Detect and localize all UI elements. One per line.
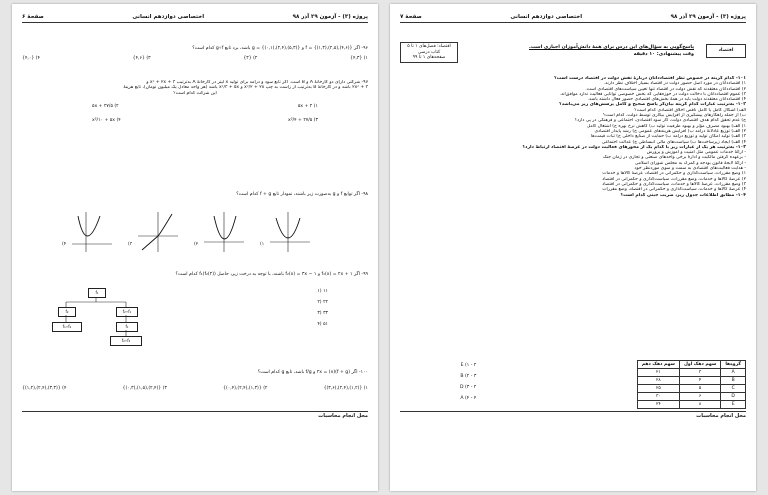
- exam-page-left: [12, 4, 378, 491]
- page-footer: محل انجام محاسبات: [22, 411, 368, 419]
- question-line: - ارائهٔ خدمات عمومی مثل امنیت و آموزش و پرورش: [646, 150, 746, 156]
- question-98: [22, 192, 368, 198]
- option-2[interactable]: ۲۲ (۲: [317, 300, 328, 305]
- graph-label: (۳: [128, 242, 133, 247]
- table-body: [637, 369, 745, 409]
- question-96: [22, 46, 368, 62]
- column-header: گروه‌ها: [721, 361, 746, 369]
- table-cell: C: [721, 385, 746, 393]
- tree-node: f₁∘f₂: [52, 322, 82, 332]
- gini-table-wrap: [637, 360, 746, 409]
- graph-option-4[interactable]: [62, 212, 112, 252]
- question-text: ۹۹- اگر f₁(x) = ۲x + ۱ و f₂(x) = ۳x − ۱ باشند، با توجه به درخت زیر، حاصل f₁(f₂(۲)) کدام است؟: [175, 272, 368, 277]
- economics-questions: [400, 76, 746, 198]
- header-page-number: صفحهٔ ۷: [400, 14, 422, 20]
- option-3[interactable]: ۲ - D (۳: [460, 385, 477, 390]
- graph-label: (۲: [194, 242, 199, 247]
- option-1[interactable]: ۱۱ (۱: [317, 289, 328, 294]
- parabola-graph-icon: [72, 212, 112, 252]
- section-label: اقتصاد: [706, 44, 746, 58]
- question-line: ۱۰۴- مطابق اطلاعات جدول زیر، ضریب جینی کدام است؟: [620, 192, 746, 198]
- question-line[interactable]: ۱) الف) بهبود مصرف مؤثر و بهبود ظرفیت تولید ب) کاهش نرخ بهره ج) اشتغال کامل: [586, 123, 746, 129]
- table-cell: D: [721, 393, 746, 401]
- graph-option-2[interactable]: [194, 212, 244, 252]
- column-header: سهم دهک دهم: [637, 361, 679, 369]
- parabola-graph-icon: [204, 212, 244, 252]
- answer-options: [92, 118, 318, 124]
- question-line[interactable]: ۴) عرضهٔ کالاها و خدمات، سیاست‌گذاری و حکمرانی در اقتصاد، وضع مقررات: [602, 187, 746, 193]
- table-row: [637, 369, 745, 377]
- header-title: پروژه (۳) - آزمون ۲۹ آذر ۹۸: [292, 14, 368, 20]
- option-3[interactable]: ۳۳ (۳: [317, 311, 328, 316]
- option-4[interactable]: x²/۱۰ + ۵x (۴: [92, 117, 121, 123]
- question-line[interactable]: ۳) وضع مقررات، عرضهٔ کالاها و خدمات، سیاست‌گذاری و حکمرانی در اقتصاد: [602, 181, 746, 187]
- tree-node: f₂∘f₂: [110, 336, 142, 346]
- question-line[interactable]: ۳) الف) تولید امکان تولید و توزیع درآمد ب) حمایت از صنایع داخلی ج) ثبات قیمت‌ها: [590, 134, 746, 140]
- answer-options: [460, 360, 476, 404]
- graph-options: [62, 212, 310, 252]
- header-subject: اختصاصی دوازدهم انسانی: [510, 14, 583, 20]
- graph-label: (۱: [260, 242, 265, 247]
- question-line[interactable]: ۳) عموم اقتصاددانان با دخالت دولت در حوزه‌هایی که بخش خصوصی توانایی فعالیت ندارد موافق‌اند.: [559, 91, 746, 97]
- graph-option-1[interactable]: [260, 212, 310, 252]
- question-line: ج) عدم تحقق کدام هدف اقتصادی دولت، کار سود اقتصادی، اجتماعی و فرهنگی در پی دارد؟: [574, 118, 746, 124]
- question-line[interactable]: ۲) الف) توزیع عادلانهٔ درآمد ب) افزایش هزینه‌های عمومی ج) رشد پایدار اقتصادی: [594, 128, 746, 134]
- tree-node: f₁: [88, 288, 106, 298]
- question-line[interactable]: ۱) اقتصاددانان در مورد اصل حضور دولت در اقتصاد بسیار اختلاف نظر دارند.: [603, 81, 746, 87]
- table-row: [637, 377, 745, 385]
- exam-page-right: [390, 4, 756, 491]
- option-3[interactable]: x²/۴ + ۲۷/۵ (۳: [287, 117, 318, 123]
- table-cell: ۵: [679, 385, 720, 393]
- question-line[interactable]: ۱) وضع مقررات، سیاست‌گذاری و حکمرانی در اقتصاد، عرضهٔ کالاها و خدمات: [602, 171, 746, 177]
- question-line: این شرکت کدام است؟: [173, 90, 217, 96]
- function-tree-diagram: [52, 288, 142, 358]
- instruction-text: پاسخ‌گویی به سؤال‌های این درس برای همهٔ دانش‌آموزان اجباری است.: [529, 45, 694, 50]
- cubic-graph-icon: [138, 212, 178, 252]
- syllabus-line: کتاب درسی: [417, 49, 441, 55]
- question-97: [22, 80, 368, 124]
- table-row: [637, 401, 745, 409]
- tree-node: f₂∘f₁: [116, 307, 138, 317]
- question-line: ۱۰۲- به‌ترتیب عبارات کدام گزینه بیان‌گر پاسخ صحیح و کامل پرسش‌های زیر می‌باشد؟: [559, 102, 746, 108]
- table-row: [637, 385, 745, 393]
- option-1[interactable]: {۴,۳} (۱: [350, 56, 368, 61]
- tree-node: f₁: [116, 322, 138, 332]
- question-text: ۹۶- اگر f = {(۱,۳),(۲,۵),(۴,۶)} و g = {(۰,۱),(۲,۴),(۵,۳)} باشد، برد تابع g∘f کدام است؟: [192, 46, 368, 51]
- question-100: [22, 370, 368, 392]
- question-line[interactable]: ۴) الف) ایجاد زیرساخت‌ها ب) سیاست‌های مالی انبساطی ج) عدالت اجتماعی: [601, 139, 746, 145]
- question-line: ب) از جمله راهکارهای پیشگیری از افزایش بیکاری توسط دولت، کدام است؟: [602, 113, 746, 119]
- question-line[interactable]: ۴) اقتصاددانان معتقدند دولت باید در همهٔ بخش‌های اقتصادی حضور فعال داشته باشد.: [587, 97, 746, 103]
- option-1[interactable]: ۵x + ۲ (۱: [297, 103, 318, 109]
- option-4[interactable]: ۵۱ (۴: [317, 322, 328, 327]
- option-4[interactable]: ۴ - A (۴: [460, 396, 477, 401]
- header-subject: اختصاصی دوازدهم انسانی: [132, 14, 205, 20]
- syllabus-line: صفحه‌های ۱ تا ۹۹: [412, 55, 446, 60]
- graph-option-3[interactable]: [128, 212, 178, 252]
- table-cell: ۳۰: [637, 393, 679, 401]
- header-title: پروژه (۳) - آزمون ۲۹ آذر ۹۸: [670, 14, 746, 20]
- time-note: وقت پیشنهادی: ۱۰ دقیقه: [633, 52, 694, 57]
- option-1[interactable]: ۲ - E (۱: [460, 363, 477, 368]
- option-2[interactable]: {(۰,۴),(۲,۴),(۱,۳)} (۲: [223, 386, 268, 391]
- syllabus-box: [400, 42, 458, 63]
- table-row: [637, 393, 745, 401]
- page-header: [22, 12, 368, 23]
- answer-options: [22, 386, 368, 392]
- question-line: - هدایت فعالیت‌های اقتصادی به سمت و سوی موردنظر خود: [634, 166, 746, 172]
- syllabus-line: اقتصاد: فصل‌های ۱ تا ۵: [407, 44, 451, 49]
- question-line: ۱۰۱- کدام گزینه در خصوص نظر اقتصاددانان دربارهٔ نقش دولت در اقتصاد درست است؟: [554, 76, 746, 81]
- header-page-number: صفحهٔ ۶: [22, 14, 44, 20]
- question-line: الف) اشکال کامل یا کامل ناقص اخلاق اقتصادی کدام است؟: [634, 107, 746, 113]
- question-line[interactable]: ۲) عرضهٔ کالاها و خدمات، وضع مقررات، سیاست‌گذاری و حکمرانی در اقتصاد: [602, 176, 746, 182]
- question-line: - ارائهٔ لایحهٔ قانون بودجه و گمرک به مجلس شورای اسلامی: [634, 160, 746, 166]
- question-text: ۱۰۰- اگر (f + g)(x) = ۲x و f/g باشد، تابع g کدام است؟: [257, 370, 368, 375]
- question-line: ۹۷- شرکتی دارای دو کارخانهٔ A و B است. اگر تابع سود و درآمد برای تولید x لیتر در کارخانهٔ A به‌ترتیب x² + ۲x + ۳ و: [146, 80, 368, 85]
- page-footer: محل انجام محاسبات: [400, 411, 746, 419]
- question-line[interactable]: ۲) اقتصاددانان معتقدند که نقش دولت در اقتصاد تنها تعیین سیاست‌های اقتصادی است.: [585, 86, 746, 92]
- question-text: ۹۸- اگر توابع f و g به‌صورت زیر باشند، نمودار تابع f + g کدام است؟: [236, 192, 368, 197]
- table-cell: ۴: [679, 377, 720, 385]
- income-share-table: [637, 360, 746, 409]
- table-cell: A: [721, 369, 746, 377]
- answer-options: [92, 104, 318, 110]
- page-header: [400, 12, 746, 23]
- option-2[interactable]: ۵x + ۲۷/۵ (۲: [92, 103, 119, 109]
- table-cell: E: [721, 401, 746, 409]
- option-4[interactable]: {(۱,۲),(۲,۴),(۳,۳)} (۴: [22, 386, 67, 391]
- option-2[interactable]: {۳} (۲: [243, 56, 258, 61]
- section-header: [400, 42, 746, 72]
- table-cell: B: [721, 377, 746, 385]
- answer-options: [22, 56, 368, 62]
- option-3[interactable]: {۴,۶} (۳: [132, 56, 151, 61]
- table-cell: ۲۸: [637, 377, 679, 385]
- parabola-graph-icon: [270, 212, 310, 252]
- table-cell: ۲۵: [637, 385, 679, 393]
- option-4[interactable]: {۴,۰} (۴: [22, 56, 40, 61]
- option-1[interactable]: {(۳,۶),(۲,۴),(۱,۲)} (۱: [323, 386, 368, 391]
- question-line: - برعهده گرفتن مالکیت و ادارهٔ برخی واحدهای صنعتی و تجاری در زمان جنگ: [602, 155, 746, 161]
- graph-label: (۴: [62, 242, 67, 247]
- option-3[interactable]: {(۰,۳),(۱,۵),(۲,۴)} (۳: [122, 386, 167, 391]
- question-line: ۱۰۳- به‌ترتیب هر یک از عبارات زیر با کدام یک از محورهای فعالیت دولت در عرصهٔ اقتصاد ارتباط دارد؟: [522, 144, 746, 150]
- section-instruction: [494, 44, 694, 58]
- table-cell: ۳: [679, 369, 720, 377]
- column-header: سهم دهک اول: [679, 361, 720, 369]
- table-header-row: [637, 361, 745, 369]
- table-cell: ۶: [679, 393, 720, 401]
- option-2[interactable]: ۳ - B (۲: [460, 374, 477, 379]
- table-cell: ۲۴: [637, 401, 679, 409]
- table-cell: ۲۱: [637, 369, 679, 377]
- table-cell: ۸: [679, 401, 720, 409]
- question-line: ۲x² + ۳ باشد و در کارخانهٔ B به‌ترتیب از راست به چپ x²/۲ + ۲x و x²/۳ + ۵x باشد (هر واحد معادل یک میلیون تومان)، تابع هزینهٔ: [123, 85, 368, 91]
- tree-node: f₂: [58, 307, 76, 317]
